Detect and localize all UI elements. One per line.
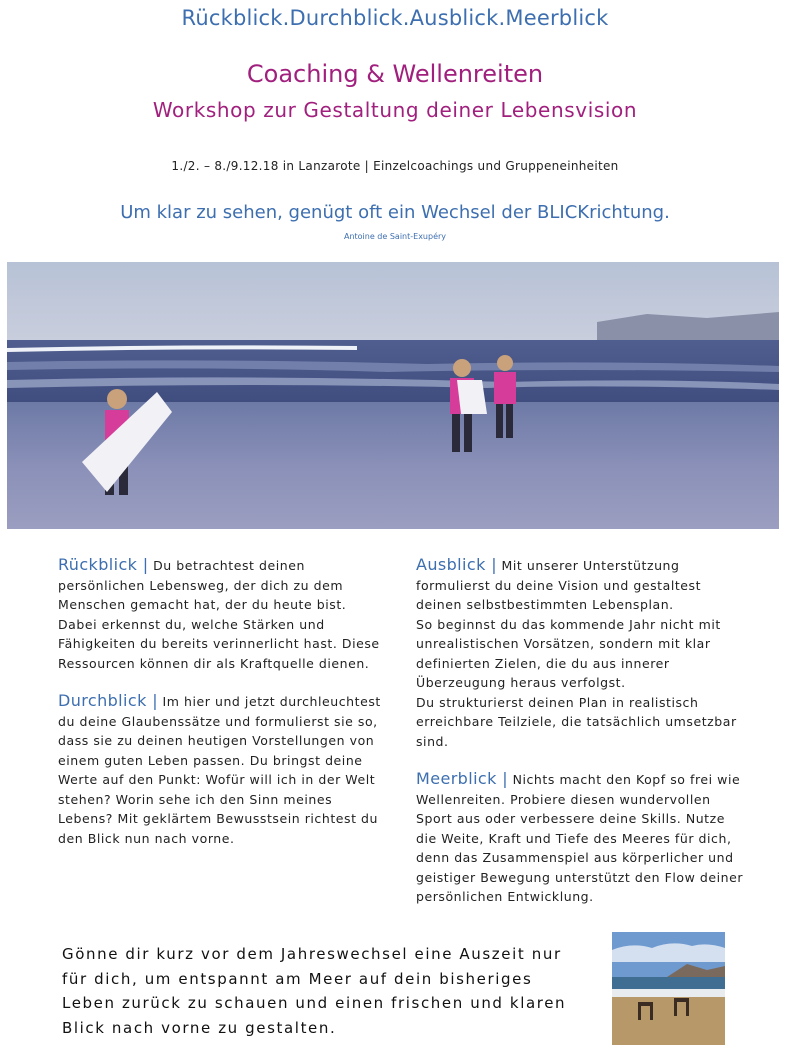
section-heading: Durchblick |: [58, 691, 159, 710]
left-column: [58, 555, 388, 866]
section-text: Mit unserer Unterstützung formulierst du deine Vision und gestaltest deinen selbstbestimmten Lebensplan.: [416, 558, 702, 612]
surfers-beach-photo: [7, 262, 779, 529]
section-heading: Meerblick |: [416, 769, 509, 788]
event-dates: 1./2. – 8./9.12.18 in Lanzarote | Einzelcoachings und Gruppeneinheiten: [171, 159, 619, 173]
section-durchblick: [58, 691, 388, 848]
section-heading: Rückblick |: [58, 555, 149, 574]
section-text: Im hier und jetzt durchleuchtest du deine Glaubenssätze und formulierst sie so, dass sie zu deinen heutigen Vorstellungen von einem guten Leben passen. Du bringst deine Werte auf den Punkt: Wofür will ich in der Welt stehen? Worin sehe ich den Sinn meines Lebens? Mit geklärtem Bewusstsein richtest du den Blick nun nach vorne.: [58, 694, 381, 846]
page-title: Coaching & Wellenreiten: [246, 60, 544, 88]
beach-chairs-photo: [612, 932, 725, 1045]
page-subtitle: Workshop zur Gestaltung deiner Lebensvision: [152, 98, 638, 122]
section-heading: Ausblick |: [416, 555, 498, 574]
quote-author: Antoine de Saint-Exupéry: [343, 232, 447, 241]
section-text: So beginnst du das kommende Jahr nicht mit unrealistischen Vorsätzen, sondern mit klar definierten Zielen, die du aus innerer Überzeugung heraus verfolgst.: [416, 616, 721, 690]
section-meerblick: [416, 769, 746, 907]
right-column: [416, 555, 746, 925]
section-text: Nichts macht den Kopf so frei wie Wellenreiten. Probiere diesen wundervollen Sport aus oder verbessere deine Skills. Nutze die Weite, Kraft und Tiefe des Meeres für dich, denn das Zusammenspiel aus körperlicher und geistiger Bewegung unterstützt den Flow deiner persönlichen Entwicklung.: [416, 772, 744, 904]
header-tagline: Rückblick.Durchblick.Ausblick.Meerblick: [181, 6, 609, 30]
section-text: Du strukturierst deinen Plan in realistisch erreichbare Teilziele, die tatsächlich umsetzbar sind.: [416, 694, 737, 749]
quote: Um klar zu sehen, genügt oft ein Wechsel der BLICKrichtung.: [120, 202, 670, 223]
section-text: Du betrachtest deinen persönlichen Lebensweg, der dich zu dem Menschen gemacht hat, der du heute bist. Dabei erkennst du, welche Stärken und Fähigkeiten du bereits verinnerlicht hast. Diese Ressourcen können dir als Kraftquelle dienen.: [58, 558, 380, 671]
section-rueckblick: [58, 555, 388, 673]
closing-text: Gönne dir kurz vor dem Jahreswechsel eine Auszeit nur für dich, um entspannt am Meer auf dein bisheriges Leben zurück zu schauen und einen frischen und klaren Blick nach vorne zu gestalten.: [62, 945, 567, 1037]
section-ausblick: [416, 555, 746, 751]
